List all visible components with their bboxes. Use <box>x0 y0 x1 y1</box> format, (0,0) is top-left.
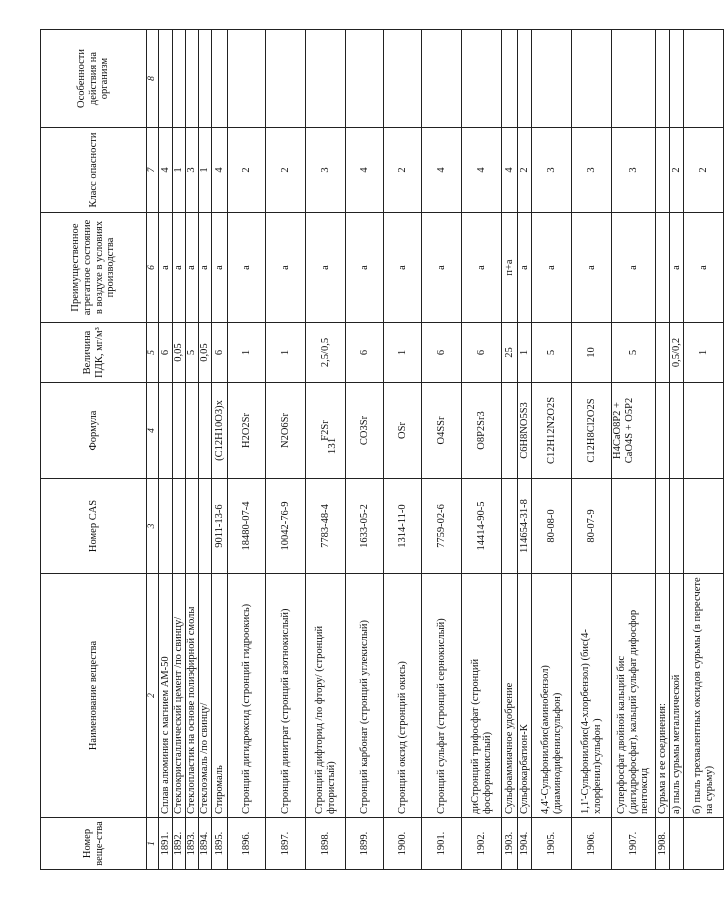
row-formula <box>502 383 518 479</box>
row-pdk: 1 <box>518 323 532 383</box>
table-row <box>228 30 266 870</box>
row-class: 2 <box>670 128 684 213</box>
row-state: а <box>684 213 724 323</box>
table-row <box>422 30 462 870</box>
page-number: 131 <box>326 437 338 455</box>
row-name: б) пыль трехвалентных оксидов сурьмы (в пересчете на сурьму) <box>684 574 724 818</box>
row-formula: H2O2Sr <box>228 383 266 479</box>
row-name: Сульфоаммиачное удобрение <box>502 574 518 818</box>
table-row <box>173 30 186 870</box>
row-pdk <box>656 323 670 383</box>
row-pdk: 6 <box>212 323 228 383</box>
table-row <box>346 30 384 870</box>
row-class: 4 <box>159 128 173 213</box>
row-pdk: 1 <box>684 323 724 383</box>
row-effect <box>346 30 384 128</box>
header-state: Преимущественное агрегатное состояние в воздухе в условиях производства <box>41 213 147 323</box>
row-formula <box>199 383 212 479</box>
row-state: п+а <box>502 213 518 323</box>
row-name: Стеклокристаллический цемент /по свинцу/ <box>173 574 186 818</box>
row-num <box>684 818 724 870</box>
row-pdk: 10 <box>572 323 612 383</box>
row-formula: H4CaO8P2 + CaO4S + O5P2 <box>612 383 656 479</box>
column-number: 8 <box>147 30 159 128</box>
table-row <box>159 30 173 870</box>
row-name: Стронций сульфат (стронций сернокислый) <box>422 574 462 818</box>
header-effect: Особенности действия на организм <box>41 30 147 128</box>
row-num: 1900. <box>384 818 422 870</box>
row-name: Стронций дифторид /по фтору/ (стронций фтористый) <box>306 574 346 818</box>
row-effect <box>228 30 266 128</box>
row-state: а <box>199 213 212 323</box>
header-cas: Номер CAS <box>41 479 147 574</box>
row-name: Суперфосфат двойной кальций бис (дигидрофосфат), кальций сульфат дифосфор пентоксид <box>612 574 656 818</box>
row-effect <box>384 30 422 128</box>
row-cas: 114654-31-8 <box>518 479 532 574</box>
row-formula: C12H12N2O2S <box>532 383 572 479</box>
row-class: 4 <box>422 128 462 213</box>
table-row <box>462 30 502 870</box>
column-number: 7 <box>147 128 159 213</box>
table-row <box>384 30 422 870</box>
row-effect <box>532 30 572 128</box>
row-effect <box>199 30 212 128</box>
row-class: 4 <box>212 128 228 213</box>
table-row <box>306 30 346 870</box>
row-pdk: 25 <box>502 323 518 383</box>
row-cas <box>670 479 684 574</box>
row-cas <box>173 479 186 574</box>
row-effect <box>159 30 173 128</box>
row-pdk: 5 <box>612 323 656 383</box>
table-row <box>186 30 199 870</box>
row-name: Сульфокарбатион-К <box>518 574 532 818</box>
row-num: 1903. <box>502 818 518 870</box>
row-num: 1907. <box>612 818 656 870</box>
row-formula: F2Sr <box>306 383 346 479</box>
row-formula <box>159 383 173 479</box>
row-num: 1896. <box>228 818 266 870</box>
table-row <box>656 30 670 870</box>
row-state <box>656 213 670 323</box>
column-number: 5 <box>147 323 159 383</box>
row-num: 1895. <box>212 818 228 870</box>
row-num: 1904. <box>518 818 532 870</box>
row-formula <box>186 383 199 479</box>
row-pdk: 6 <box>422 323 462 383</box>
row-effect <box>572 30 612 128</box>
row-formula: N2O6Sr <box>266 383 306 479</box>
row-class: 3 <box>186 128 199 213</box>
row-pdk: 6 <box>462 323 502 383</box>
row-state: а <box>518 213 532 323</box>
row-num: 1908. <box>656 818 670 870</box>
row-num <box>670 818 684 870</box>
header-pdk: Величина ПДК, мг/м³ <box>41 323 147 383</box>
row-pdk: 2,5/0,5 <box>306 323 346 383</box>
row-num: 1892. <box>173 818 186 870</box>
row-class: 1 <box>173 128 186 213</box>
row-name: Стронций динитрат (стронций азотнокислый) <box>266 574 306 818</box>
row-name: Стеклоэмаль /по свинцу/ <box>199 574 212 818</box>
row-effect <box>462 30 502 128</box>
row-cas <box>684 479 724 574</box>
table-row <box>572 30 612 870</box>
row-state: а <box>173 213 186 323</box>
row-class: 2 <box>266 128 306 213</box>
row-state: а <box>462 213 502 323</box>
header-row <box>41 30 147 870</box>
row-effect <box>670 30 684 128</box>
column-number: 3 <box>147 479 159 574</box>
row-effect <box>518 30 532 128</box>
row-cas: 10042-76-9 <box>266 479 306 574</box>
row-state: а <box>212 213 228 323</box>
row-state: а <box>384 213 422 323</box>
row-state: а <box>306 213 346 323</box>
row-pdk: 0,05 <box>173 323 186 383</box>
row-formula: C6H8NO5S3 <box>518 383 532 479</box>
row-name: Стиромаль <box>212 574 228 818</box>
row-cas: 7759-02-6 <box>422 479 462 574</box>
table-row <box>684 30 724 870</box>
row-effect <box>306 30 346 128</box>
row-cas <box>199 479 212 574</box>
row-num: 1902. <box>462 818 502 870</box>
column-number: 1 <box>147 818 159 870</box>
row-class: 2 <box>684 128 724 213</box>
row-num: 1893. <box>186 818 199 870</box>
table-row <box>212 30 228 870</box>
row-effect <box>266 30 306 128</box>
row-num: 1894. <box>199 818 212 870</box>
row-class: 2 <box>384 128 422 213</box>
row-effect <box>612 30 656 128</box>
table-row <box>266 30 306 870</box>
row-class: 4 <box>462 128 502 213</box>
row-num: 1897. <box>266 818 306 870</box>
substances-table <box>40 29 724 870</box>
rotated-table-container <box>40 30 715 870</box>
row-formula: O4SSr <box>422 383 462 479</box>
row-formula <box>212 383 228 479</box>
row-formula: O8P2Sr3 <box>462 383 502 479</box>
row-state: а <box>532 213 572 323</box>
row-state: а <box>228 213 266 323</box>
row-num: 1901. <box>422 818 462 870</box>
row-formula <box>670 383 684 479</box>
row-pdk: 1 <box>384 323 422 383</box>
row-state: а <box>186 213 199 323</box>
row-effect <box>173 30 186 128</box>
row-class: 2 <box>518 128 532 213</box>
row-cas: 80-08-0 <box>532 479 572 574</box>
row-effect <box>502 30 518 128</box>
row-class: 3 <box>306 128 346 213</box>
row-formula <box>684 383 724 479</box>
row-pdk: 6 <box>346 323 384 383</box>
table-row <box>612 30 656 870</box>
row-num: 1899. <box>346 818 384 870</box>
table-row <box>518 30 532 870</box>
formula-text: (C12H10O3)x <box>213 400 225 461</box>
row-pdk: 0,5/0,2 <box>670 323 684 383</box>
row-name: Сурьма и ее соединения: <box>656 574 670 818</box>
row-cas: 1633-05-2 <box>346 479 384 574</box>
row-effect <box>656 30 670 128</box>
row-name: Стронций оксид (стронций окись) <box>384 574 422 818</box>
row-cas <box>612 479 656 574</box>
row-formula <box>173 383 186 479</box>
row-class: 4 <box>346 128 384 213</box>
row-name: Стронций карбонат (стронций углекислый) <box>346 574 384 818</box>
column-number: 6 <box>147 213 159 323</box>
row-cas: 80-07-9 <box>572 479 612 574</box>
header-name: Наименование вещества <box>41 574 147 818</box>
row-num: 1898. <box>306 818 346 870</box>
row-class: 3 <box>532 128 572 213</box>
column-numbers-row <box>147 30 159 870</box>
table-row <box>199 30 212 870</box>
row-class: 3 <box>572 128 612 213</box>
row-state: а <box>422 213 462 323</box>
table-row <box>502 30 518 870</box>
row-formula <box>656 383 670 479</box>
row-cas <box>656 479 670 574</box>
column-number: 4 <box>147 383 159 479</box>
row-effect <box>422 30 462 128</box>
row-pdk: 1 <box>266 323 306 383</box>
column-number: 2 <box>147 574 159 818</box>
row-num: 1905. <box>532 818 572 870</box>
row-state: а <box>159 213 173 323</box>
row-pdk: 0,05 <box>199 323 212 383</box>
row-cas: 18480-07-4 <box>228 479 266 574</box>
row-state: а <box>266 213 306 323</box>
row-name: диСтронций трифосфат (стронций фосфорнокислый) <box>462 574 502 818</box>
header-class: Класс опасности <box>41 128 147 213</box>
row-pdk: 5 <box>532 323 572 383</box>
row-formula: C12H8Cl2O2S <box>572 383 612 479</box>
row-state: а <box>346 213 384 323</box>
row-name: а) пыль сурьмы металлической <box>670 574 684 818</box>
row-class: 4 <box>502 128 518 213</box>
row-class: 1 <box>199 128 212 213</box>
row-cas <box>159 479 173 574</box>
header-num: Номер веще-ства <box>41 818 147 870</box>
row-num: 1906. <box>572 818 612 870</box>
row-effect <box>186 30 199 128</box>
table-row <box>532 30 572 870</box>
row-effect <box>684 30 724 128</box>
header-formula: Формула <box>41 383 147 479</box>
row-pdk: 1 <box>228 323 266 383</box>
row-class <box>656 128 670 213</box>
row-class: 2 <box>228 128 266 213</box>
row-state: а <box>572 213 612 323</box>
row-name: Сплав алюминия с магнием АМ-50 <box>159 574 173 818</box>
row-pdk: 5 <box>186 323 199 383</box>
row-effect <box>212 30 228 128</box>
row-cas: 1314-11-0 <box>384 479 422 574</box>
row-name: 1,1'-Сульфонилбис(4-хлорбензол) (бис(4-хлорфенил)сульфон ) <box>572 574 612 818</box>
table-row <box>670 30 684 870</box>
row-formula: OSr <box>384 383 422 479</box>
row-cas: 14414-90-5 <box>462 479 502 574</box>
row-cas <box>186 479 199 574</box>
row-cas: 7783-48-4 <box>306 479 346 574</box>
row-pdk: 6 <box>159 323 173 383</box>
row-class: 3 <box>612 128 656 213</box>
row-name: Стронций дигидроксид (стронций гидроокись) <box>228 574 266 818</box>
row-state: а <box>670 213 684 323</box>
row-name: 4,4'-Сульфонилбис(аминобензол) (диаминодифенилсульфон) <box>532 574 572 818</box>
row-formula: CO3Sr <box>346 383 384 479</box>
row-name: Стеклопластик на основе полиэфирной смолы <box>186 574 199 818</box>
row-state: а <box>612 213 656 323</box>
row-num: 1891. <box>159 818 173 870</box>
row-cas <box>502 479 518 574</box>
row-cas: 9011-13-6 <box>212 479 228 574</box>
